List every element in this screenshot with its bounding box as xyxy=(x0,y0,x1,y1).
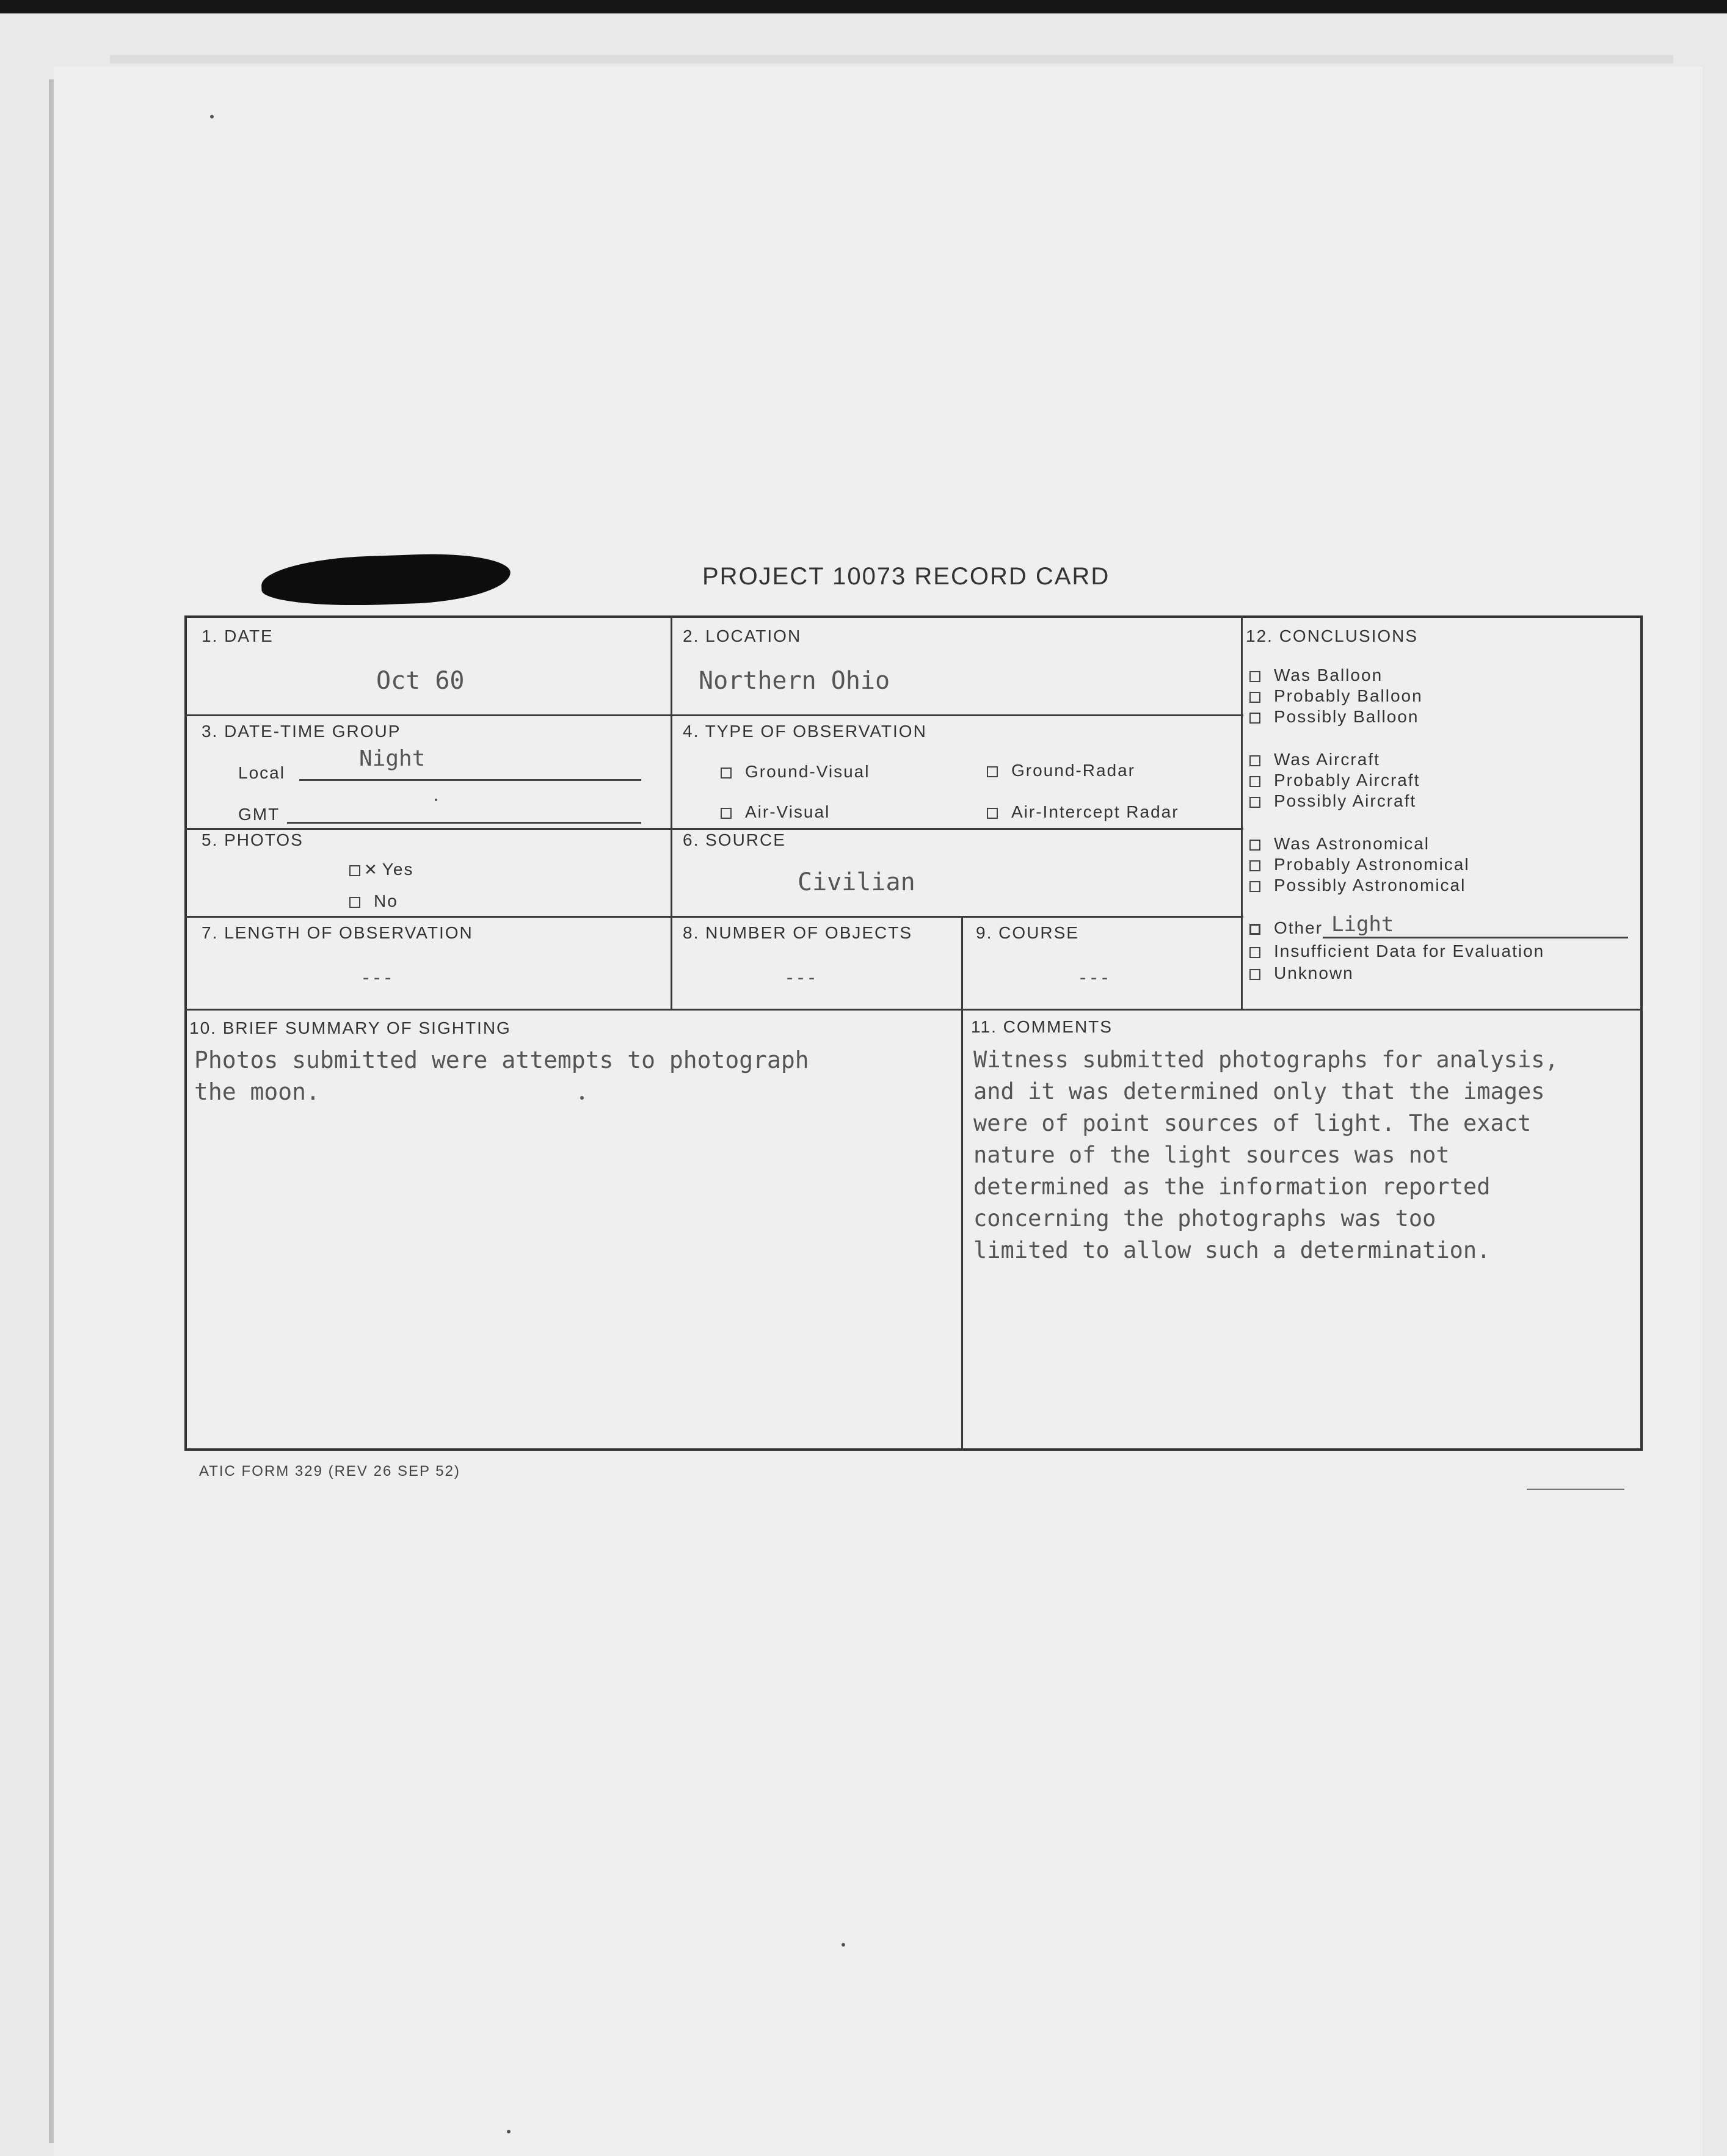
footer-dash xyxy=(1527,1489,1624,1490)
conclusions-label: 12. CONCLUSIONS xyxy=(1246,626,1419,645)
card-title: PROJECT 10073 RECORD CARD xyxy=(702,563,1110,590)
option-air-visual[interactable]: Air-Visual xyxy=(721,802,830,822)
number-of-objects-label: 8. NUMBER OF OBJECTS xyxy=(683,923,913,942)
scan-speck xyxy=(580,1096,584,1100)
option-ground-radar[interactable]: Ground-Radar xyxy=(987,761,1135,780)
col-divider xyxy=(671,615,672,1009)
checkbox-icon xyxy=(1249,671,1260,682)
local-label: Local xyxy=(238,763,285,782)
date-value: Oct 60 xyxy=(376,667,465,695)
row-divider xyxy=(184,828,1243,830)
scan-top-strip xyxy=(110,55,1673,64)
checkbox-icon xyxy=(721,808,732,819)
other-underline xyxy=(1323,937,1628,938)
source-value: Civilian xyxy=(798,868,915,896)
number-of-objects-value: --- xyxy=(784,967,818,989)
length-of-observation-label: 7. LENGTH OF OBSERVATION xyxy=(202,923,473,942)
conclusion-possibly-astronomical[interactable]: Possibly Astronomical xyxy=(1249,876,1466,895)
col-divider xyxy=(961,916,963,1451)
checkbox-icon xyxy=(1249,797,1260,808)
photos-option-yes[interactable]: ✕ Yes xyxy=(349,860,413,879)
checkbox-icon xyxy=(721,768,732,779)
conclusion-was-astronomical[interactable]: Was Astronomical xyxy=(1249,834,1430,854)
gmt-label: GMT xyxy=(238,805,280,824)
conclusion-insufficient-data[interactable]: Insufficient Data for Evaluation xyxy=(1249,942,1544,961)
row-divider xyxy=(184,1009,1643,1011)
conclusion-other-value: Light xyxy=(1331,912,1394,937)
scan-top-border xyxy=(0,0,1727,13)
photos-option-no[interactable]: No xyxy=(349,891,398,911)
conclusion-possibly-aircraft[interactable]: Possibly Aircraft xyxy=(1249,791,1416,811)
checkbox-icon xyxy=(1249,840,1260,851)
checkbox-icon xyxy=(1249,969,1260,980)
row-divider xyxy=(184,714,1243,716)
scan-speck xyxy=(435,799,437,801)
checkbox-icon xyxy=(1249,755,1260,766)
type-of-observation-label: 4. TYPE OF OBSERVATION xyxy=(683,722,927,741)
scan-speck xyxy=(507,2130,511,2133)
course-value: --- xyxy=(1077,967,1111,989)
row-divider xyxy=(184,916,1243,918)
conclusion-was-balloon[interactable]: Was Balloon xyxy=(1249,666,1383,685)
checkbox-icon xyxy=(1249,692,1260,703)
photos-label: 5. PHOTOS xyxy=(202,830,304,849)
scan-speck xyxy=(842,1943,845,1947)
comments-text: Witness submitted photographs for analysis, and it was determined only that the images were of point sources of light. The exact nature of the light sources was not determined as the information reported concerning the photographs was too limited to allow such a determination. xyxy=(973,1047,1558,1263)
date-label: 1. DATE xyxy=(202,626,274,645)
checkbox-icon xyxy=(349,897,360,908)
local-value: Night xyxy=(359,746,426,771)
conclusion-probably-astronomical[interactable]: Probably Astronomical xyxy=(1249,855,1470,874)
source-label: 6. SOURCE xyxy=(683,830,786,849)
check-mark-icon: ✕ xyxy=(364,860,379,879)
conclusion-was-aircraft[interactable]: Was Aircraft xyxy=(1249,750,1380,769)
option-air-intercept-radar[interactable]: Air-Intercept Radar xyxy=(987,802,1179,822)
checkbox-icon xyxy=(1249,881,1260,892)
form-identifier: ATIC FORM 329 (REV 26 SEP 52) xyxy=(199,1463,460,1479)
comments-label: 11. COMMENTS xyxy=(971,1017,1113,1036)
location-value: Northern Ohio xyxy=(699,667,890,695)
checkbox-icon xyxy=(1249,860,1260,871)
option-ground-visual[interactable]: Ground-Visual xyxy=(721,762,870,782)
conclusion-unknown[interactable]: Unknown xyxy=(1249,964,1354,983)
gmt-underline xyxy=(287,822,641,824)
conclusion-probably-balloon[interactable]: Probably Balloon xyxy=(1249,686,1423,706)
length-of-observation-value: --- xyxy=(360,967,394,989)
date-time-group-label: 3. DATE-TIME GROUP xyxy=(202,722,401,741)
conclusion-possibly-balloon[interactable]: Possibly Balloon xyxy=(1249,707,1419,727)
checkbox-checked-icon xyxy=(1249,924,1260,935)
checkbox-checked-icon xyxy=(349,865,360,876)
location-label: 2. LOCATION xyxy=(683,626,802,645)
checkbox-icon xyxy=(1249,713,1260,724)
col-divider xyxy=(1241,615,1243,1009)
checkbox-icon xyxy=(1249,947,1260,958)
scan-speck xyxy=(210,115,214,118)
summary-label: 10. BRIEF SUMMARY OF SIGHTING xyxy=(189,1018,511,1037)
conclusion-other[interactable]: Other xyxy=(1249,918,1323,938)
checkbox-icon xyxy=(1249,776,1260,787)
summary-text: Photos submitted were attempts to photograph the moon. xyxy=(194,1047,809,1105)
checkbox-icon xyxy=(987,766,998,777)
conclusion-probably-aircraft[interactable]: Probably Aircraft xyxy=(1249,771,1420,790)
checkbox-icon xyxy=(987,808,998,819)
local-underline xyxy=(299,779,641,781)
course-label: 9. COURSE xyxy=(976,923,1079,942)
